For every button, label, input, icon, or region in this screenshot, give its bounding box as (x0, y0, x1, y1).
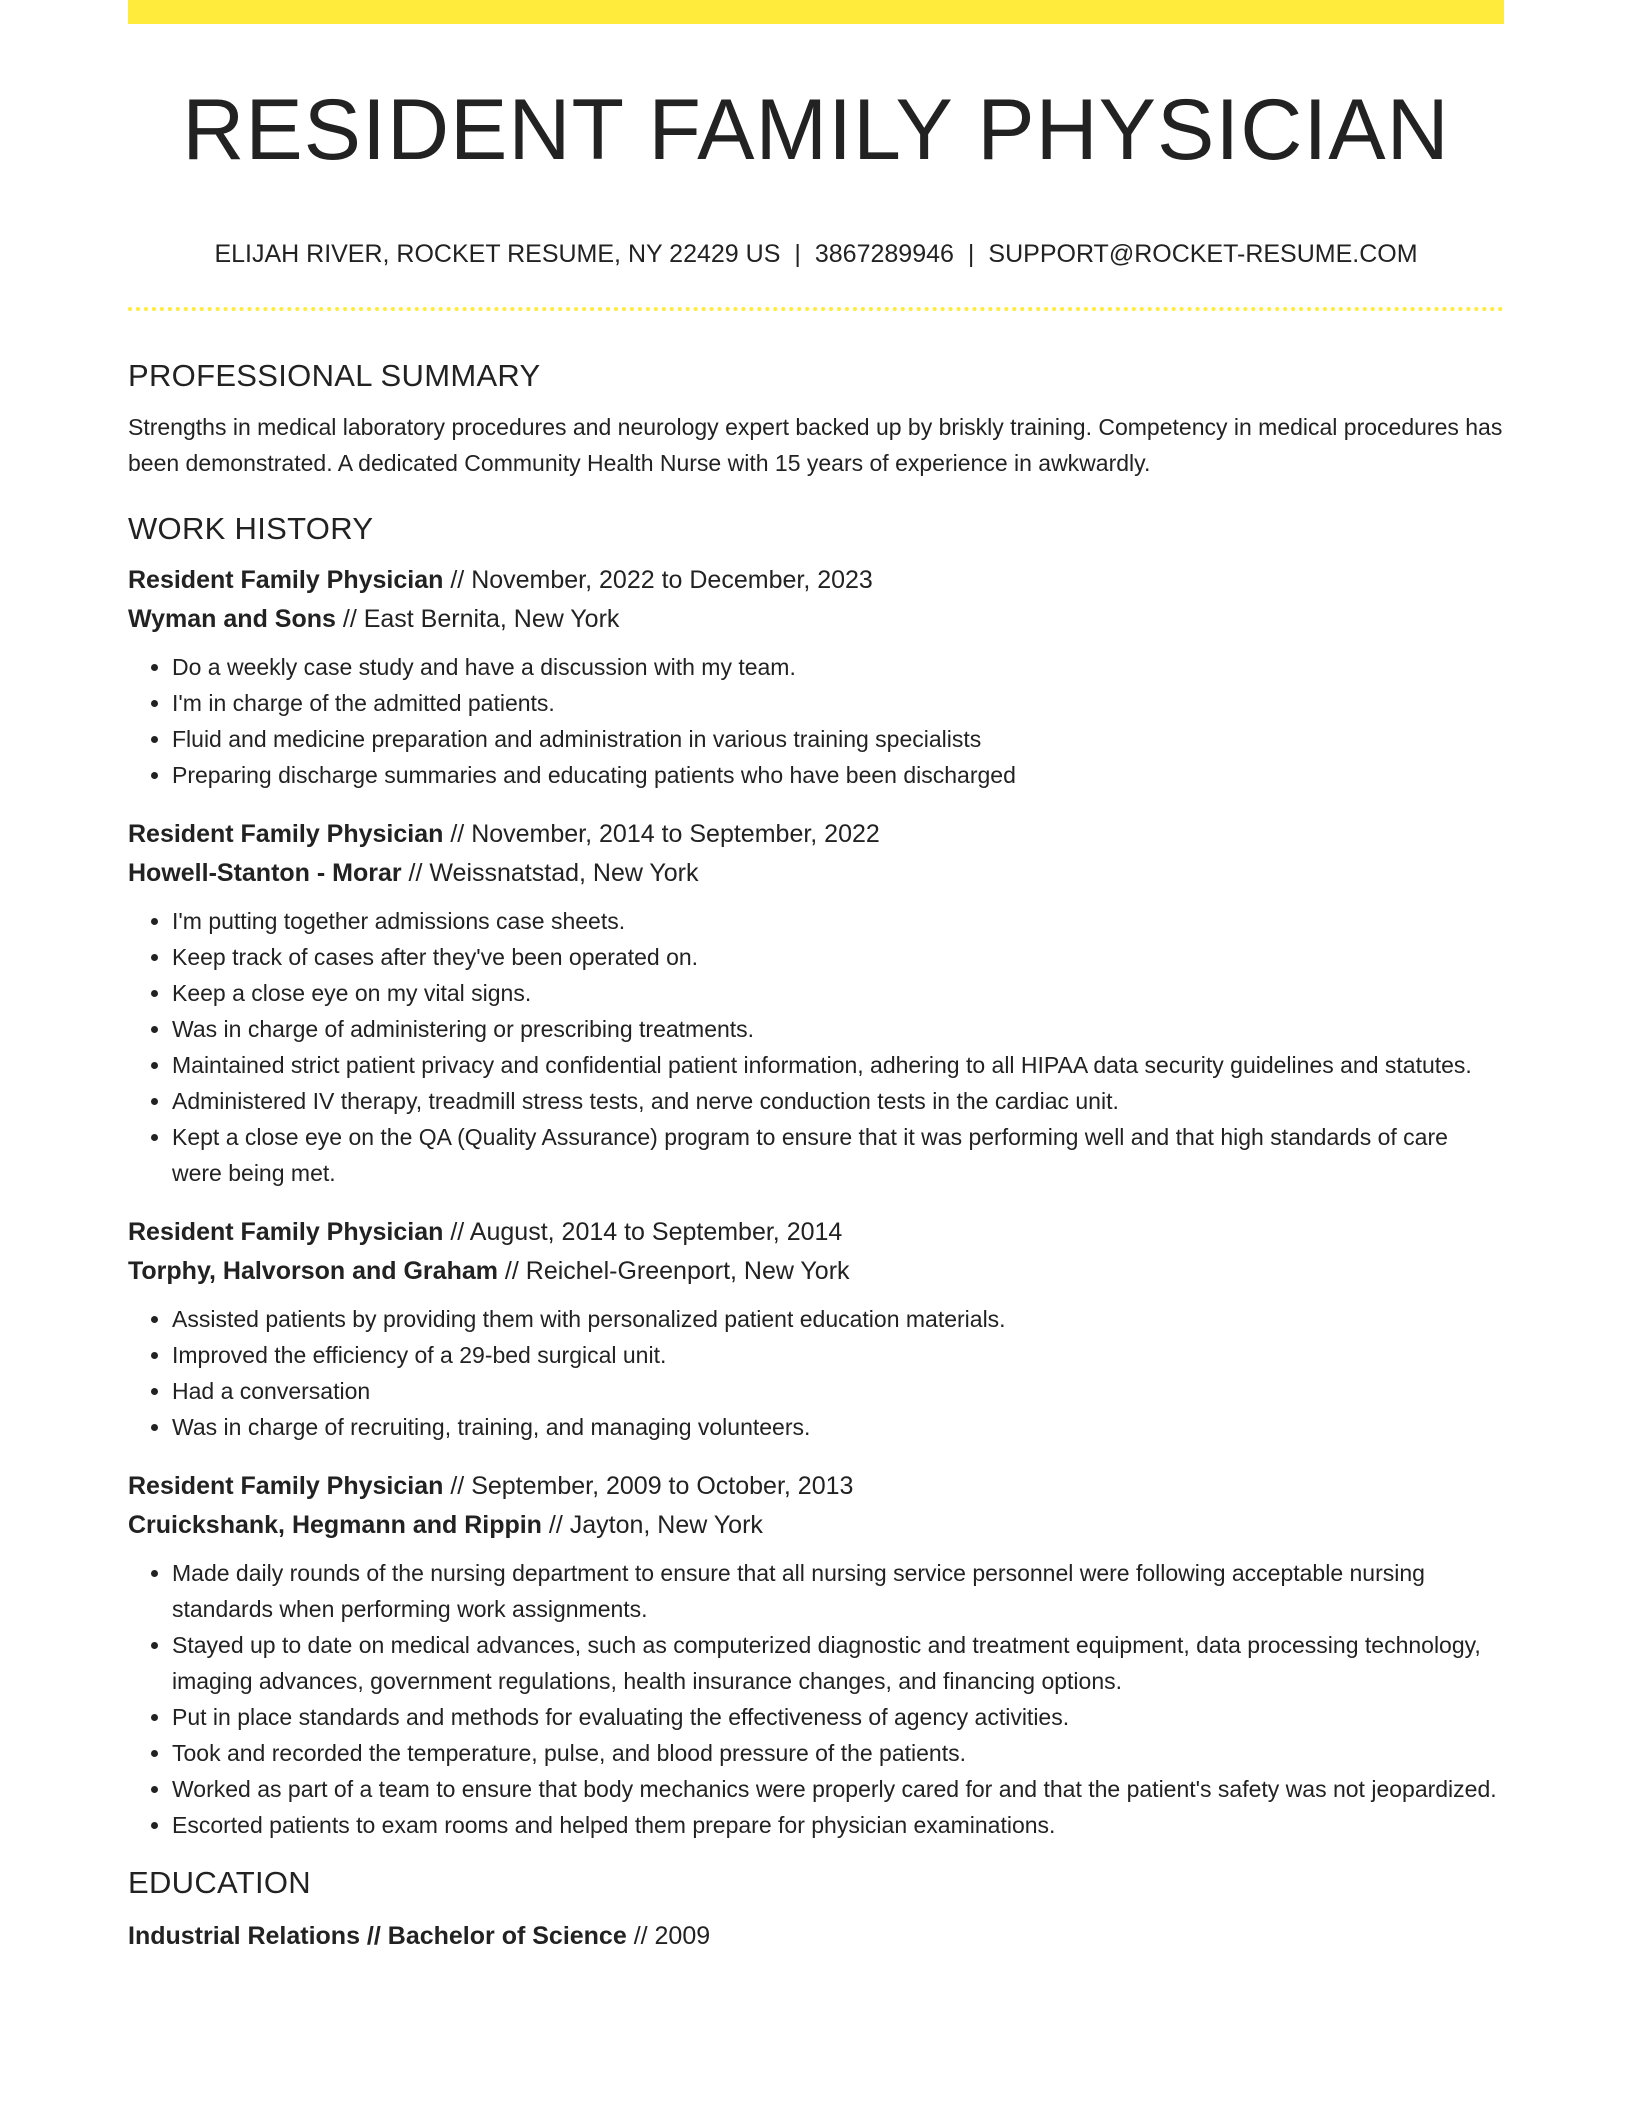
job-bullet: • Maintained strict patient privacy and confidential patient information, adhering to all HIPAA data security guidelines and statutes. (172, 1047, 1504, 1083)
job-dates: // September, 2009 to October, 2013 (443, 1472, 854, 1500)
job-bullet: • Do a weekly case study and have a discussion with my team. (172, 649, 1504, 685)
accent-top-bar (128, 0, 1504, 24)
education-heading: EDUCATION (128, 1865, 311, 1900)
contact-address: ELIJAH RIVER, ROCKET RESUME, NY 22429 US (214, 240, 781, 268)
job-dates: // November, 2022 to December, 2023 (443, 566, 873, 594)
job-title-line (128, 561, 1504, 600)
job-company: Howell-Stanton - Morar (128, 859, 402, 887)
job-bullet: • Preparing discharge summaries and educating patients who have been discharged (172, 757, 1504, 793)
job-company: Cruickshank, Hegmann and Rippin (128, 1511, 542, 1539)
job-bullets (128, 649, 1504, 793)
job-bullets (128, 903, 1504, 1191)
job-location: // Weissnatstad, New York (401, 859, 699, 887)
job-title: Resident Family Physician (128, 1472, 444, 1500)
education-year: // 2009 (626, 1922, 711, 1950)
job-title-line (128, 1467, 1504, 1506)
job-bullet: • Put in place standards and methods for evaluating the effectiveness of agency activities. (172, 1699, 1504, 1735)
contact-phone: 3867289946 (814, 240, 954, 268)
job-company-line (128, 1506, 1504, 1545)
job-bullet: • Worked as part of a team to ensure that body mechanics were properly cared for and that the patient's safety was not jeopardized. (172, 1771, 1504, 1807)
job-bullets (128, 1301, 1504, 1445)
job-title-line (128, 815, 1504, 854)
job-dates: // August, 2014 to September, 2014 (443, 1218, 843, 1246)
education-degree: Industrial Relations // Bachelor of Science (128, 1922, 627, 1950)
job-bullet: • I'm in charge of the admitted patients. (172, 685, 1504, 721)
resume-content (128, 350, 1504, 1956)
job-bullet: • I'm putting together admissions case sheets. (172, 903, 1504, 939)
job-location: // Reichel-Greenport, New York (497, 1257, 850, 1285)
job-title: Resident Family Physician (128, 1218, 444, 1246)
job-bullet: • Stayed up to date on medical advances, such as computerized diagnostic and treatment equipment, data processing technology, imaging advances, government regulations, health insurance changes, and financing options. (172, 1627, 1504, 1699)
job-company: Wyman and Sons (128, 605, 336, 633)
job-title: Resident Family Physician (128, 820, 444, 848)
job-company-line (128, 1252, 1504, 1291)
job-bullet: • Fluid and medicine preparation and administration in various training specialists (172, 721, 1504, 757)
job-bullet: • Was in charge of administering or prescribing treatments. (172, 1011, 1504, 1047)
summary-section (128, 350, 1504, 481)
job-entry (128, 815, 1504, 1191)
contact-line (128, 236, 1504, 272)
job-bullet: • Keep track of cases after they've been operated on. (172, 939, 1504, 975)
contact-email[interactable]: SUPPORT@ROCKET-RESUME.COM (988, 240, 1418, 268)
job-title-line (128, 1213, 1504, 1252)
job-bullets (128, 1555, 1504, 1843)
job-bullet: • Administered IV therapy, treadmill stress tests, and nerve conduction tests in the cardiac unit. (172, 1083, 1504, 1119)
summary-heading: PROFESSIONAL SUMMARY (128, 358, 541, 393)
job-location: // East Bernita, New York (335, 605, 620, 633)
work-history-heading: WORK HISTORY (128, 511, 374, 546)
dotted-divider (128, 307, 1504, 311)
job-bullet: • Keep a close eye on my vital signs. (172, 975, 1504, 1011)
summary-text: Strengths in medical laboratory procedures and neurology expert backed up by briskly training. Competency in medical procedures has been demonstrated. A dedicated Community Health Nurse with 15 years of experience in awkwardly. (128, 414, 1503, 476)
job-company: Torphy, Halvorson and Graham (128, 1257, 498, 1285)
job-bullet: • Had a conversation (172, 1373, 1504, 1409)
education-section (128, 1857, 1504, 1956)
job-bullet: • Took and recorded the temperature, pulse, and blood pressure of the patients. (172, 1735, 1504, 1771)
job-title: Resident Family Physician (128, 566, 444, 594)
job-entry (128, 1467, 1504, 1843)
job-bullet: • Assisted patients by providing them with personalized patient education materials. (172, 1301, 1504, 1337)
work-history-section (128, 503, 1504, 1843)
job-entry (128, 1213, 1504, 1445)
job-company-line (128, 600, 1504, 639)
contact-separator: | (967, 240, 975, 268)
job-bullet: • Made daily rounds of the nursing department to ensure that all nursing service personnel were following acceptable nursing standards when performing work assignments. (172, 1555, 1504, 1627)
job-dates: // November, 2014 to September, 2022 (443, 820, 880, 848)
job-bullet: • Escorted patients to exam rooms and helped them prepare for physician examinations. (172, 1807, 1504, 1843)
resume-title: RESIDENT FAMILY PHYSICIAN (182, 82, 1450, 178)
contact-separator: | (794, 240, 801, 268)
job-location: // Jayton, New York (541, 1511, 763, 1539)
job-entry (128, 561, 1504, 793)
job-bullet: • Kept a close eye on the QA (Quality Assurance) program to ensure that it was performing well and that high standards of care were being met. (172, 1119, 1504, 1191)
job-bullet: • Improved the efficiency of a 29-bed surgical unit. (172, 1337, 1504, 1373)
job-company-line (128, 854, 1504, 893)
job-bullet: • Was in charge of recruiting, training, and managing volunteers. (172, 1409, 1504, 1445)
education-line (128, 1917, 1504, 1956)
